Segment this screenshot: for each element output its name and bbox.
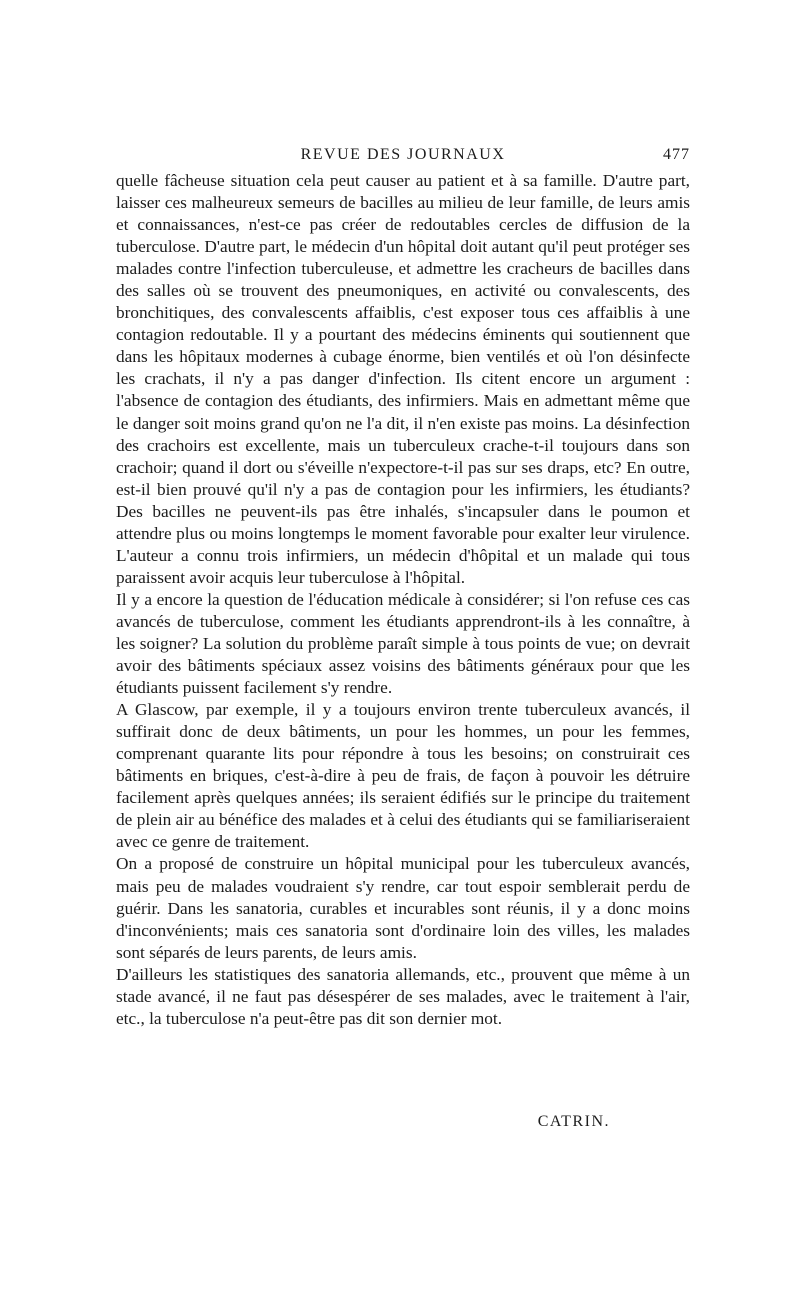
page-header xyxy=(116,146,690,170)
author-signature: CATRIN. xyxy=(537,1113,610,1130)
paragraph-medical-education: Il y a encore la question de l'éducation médicale à considérer; si l'on refuse ces cas avancés de tuberculose, comment les étudiants apprendront-ils à les connaître, à les soigner? La solution du problème paraît simple à tous points de vue; on devrait avoir des bâtiments spéciaux assez voisins des bâtiments généraux pour que les étudiants puissent facilement s'y rendre. xyxy=(116,589,690,698)
paragraph-municipal-hospital: On a proposé de construire un hôpital municipal pour les tuberculeux avancés, mais peu de malades voudraient s'y rendre, car tout espoir semblerait perdu de guérir. Dans les sanatoria, curables et incurables sont réunis, il y a donc moins d'inconvénients; mais ces sanatoria sont d'ordinaire loin des villes, les malades sont séparés de leurs parents, de leurs amis. xyxy=(116,854,690,962)
paragraph-glascow: A Glascow, par exemple, il y a toujours environ trente tuberculeux avancés, il suffirait donc de deux bâtiments, un pour les hommes, un pour les femmes, comprenant quarante lits pour répondre à tous les besoins; on construirait ces bâtiments en briques, c'est-à-dire à peu de frais, de façon à pouvoir les détruire facilement après quelques années; ils seraient édifiés sur le principe du traitement de plein air au bénéfice des malades et à celui des étudiants qui se familiariseraient avec ce genre de traitement. xyxy=(116,700,690,852)
article-body xyxy=(116,170,690,1030)
running-head: REVUE DES JOURNAUX xyxy=(300,146,506,163)
paragraph-statistics: D'ailleurs les statistiques des sanatoria allemands, etc., prouvent que même à un stade avancé, il ne faut pas désespérer de ses malades, avec le traitement à l'air, etc., la tuberculose n'a peut-être pas dit son dernier mot. xyxy=(116,964,690,1028)
paragraph-continuation: quelle fâcheuse situation cela peut causer au patient et à sa famille. D'autre part, laisser ces malheureux semeurs de bacilles au milieu de leur famille, de leurs amis et connaissances, n'est-ce pas créer de redoutables cercles de diffusion de la tuberculose. D'autre part, le médecin d'un hôpital doit autant qu'il peut protéger ses malades contre l'infection tuberculeuse, et admettre les cracheurs de bacilles dans des salles où se trouvent des pneumoniques, en activité ou convalescents, des bronchitiques, des convalescents affaiblis, c'est exposer tous ces affaiblis à une contagion redoutable. Il y a pourtant des médecins éminents qui soutiennent que dans les hôpitaux modernes à cubage énorme, bien ventilés et où l'on désinfecte les crachats, il n'y a pas danger d'infection. Ils citent encore un argument : l'absence de contagion des étudiants, des infirmiers. Mais en admettant même que le danger soit moins grand qu'on ne l'a dit, il n'en existe pas moins. La désinfection des crachoirs est excellente, mais un tuberculeux crache-t-il toujours dans son crachoir; quand il dort ou s'éveille n'expectore-t-il pas sur ses draps, etc? En outre, est-il bien prouvé qu'il n'y a pas de contagion pour les infirmiers, les étudiants? Des bacilles ne peuvent-ils pas être inhalés, s'incapsuler dans le poumon et attendre plus ou moins longtemps le moment favorable pour exalter leur virulence. L'auteur a connu trois infirmiers, un médecin d'hôpital et un malade qui tous paraissent avoir acquis leur tuberculose à l'hôpital. xyxy=(116,171,690,587)
page-number: 477 xyxy=(663,146,690,163)
